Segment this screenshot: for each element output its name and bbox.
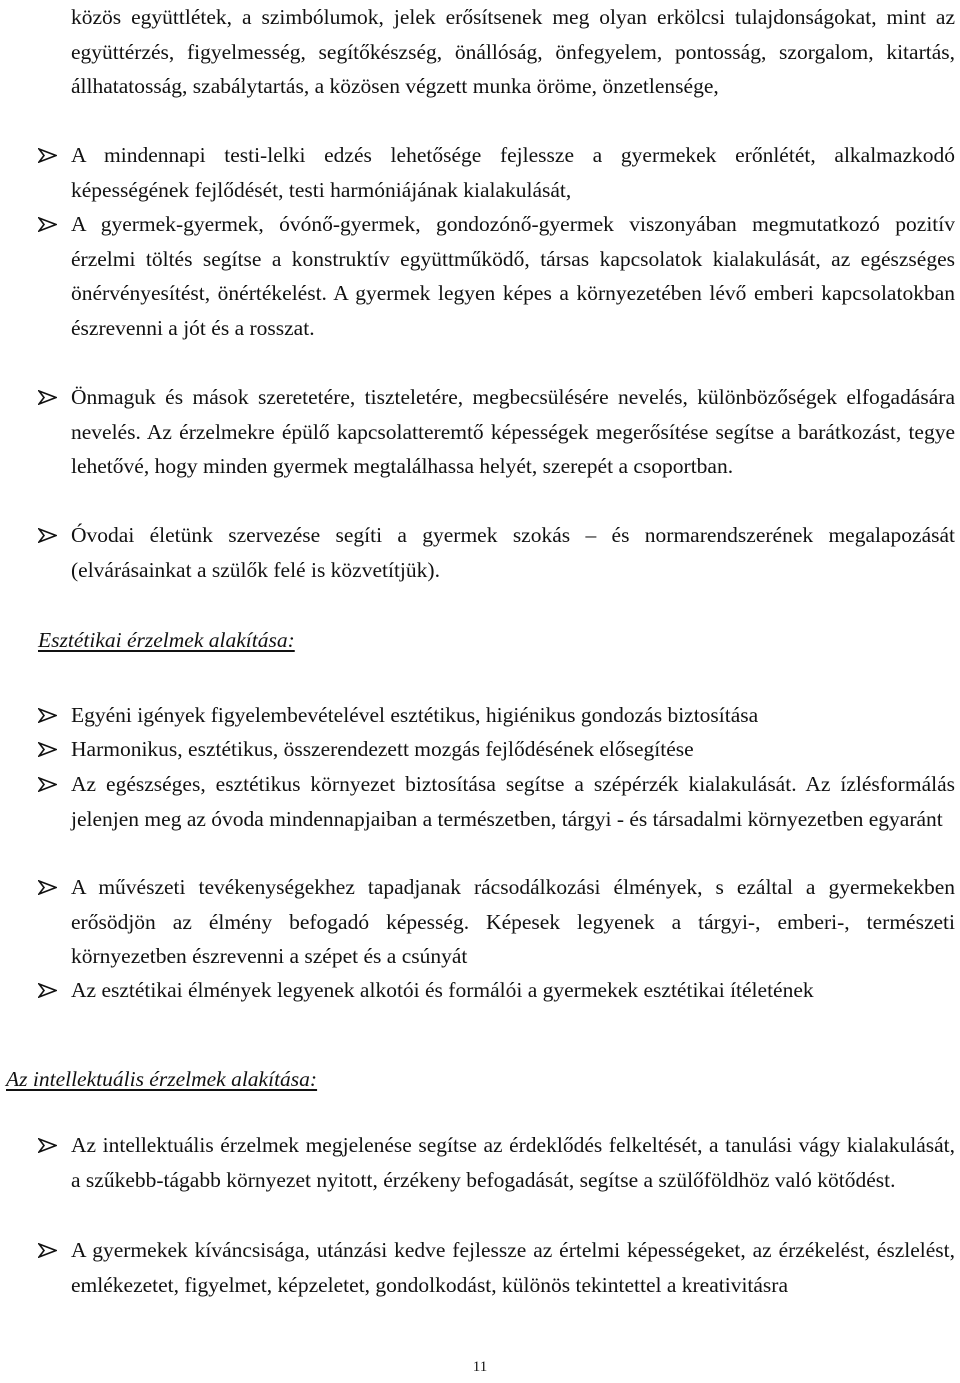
list-item [38,138,955,207]
arrowhead-bullet-icon [38,767,62,801]
list-item [38,1233,955,1302]
section-heading-esztetikai: Esztétikai érzelmek alakítása: [38,628,295,652]
list-item [38,207,955,345]
list-item-text: A gyermek-gyermek, óvónő-gyermek, gondozónő-gyermek viszonyában megmutatkozó pozitív érzelmi töltés segítse a konstruktív együttműködő, társas kapcsolatok kialakulását, az egészséges önérvényesítést, önértékelést. A gyermek legyen képes a környezetében lévő emberi kapcsolatokban észrevenni a jót és a rosszat. [71,212,955,340]
list-item-text: Harmonikus, esztétikus, összerendezett mozgás fejlődésének elősegítése [71,737,694,761]
list-item [38,518,955,587]
arrowhead-bullet-icon [38,698,62,732]
list-item [38,870,955,974]
list-item-text: A mindennapi testi-lelki edzés lehetősége fejlessze a gyermekek erőnlétét, alkalmazkodó képességének fejlődését, testi harmóniájának kialakulását, [71,143,955,202]
list-item-text: A gyermekek kíváncsisága, utánzási kedve fejlessze az értelmi képességeket, az érzékelést, észlelést, emlékezetet, figyelmet, képzeletet, gondolkodást, különös tekintettel a kreativitásra [71,1238,955,1297]
arrowhead-bullet-icon [38,973,62,1007]
list-item-text: Óvodai életünk szervezése segíti a gyermek szokás – és normarendszerének megalapozását (elvárásainkat a szülők felé is közvetítjük). [71,523,955,582]
list-item [38,698,955,733]
page-number: 11 [472,1359,488,1375]
arrowhead-bullet-icon [38,207,62,241]
list-item [38,767,955,836]
list-item [38,380,955,484]
arrowhead-bullet-icon [38,138,62,172]
list-item-text: Az egészséges, esztétikus környezet biztosítása segítse a szépérzék kialakulását. Az ízlésformálás jelenjen meg az óvoda mindennapjaiban a természetben, tárgyi - és társadalmi környezetben egyaránt [71,772,955,831]
arrowhead-bullet-icon [38,870,62,904]
arrowhead-bullet-icon [38,380,62,414]
arrowhead-bullet-icon [38,1233,62,1267]
list-item [38,973,955,1008]
arrowhead-bullet-icon [38,1128,62,1162]
list-item-text: Az intellektuális érzelmek megjelenése segítse az érdeklődés felkeltését, a tanulási vágy kialakulását, a szűkebb-tágabb környezet nyitott, érzékeny befogadását, segítse a szülőföldhöz való kötődést. [71,1133,955,1192]
list-item-text: A művészeti tevékenységekhez tapadjanak rácsodálkozási élmények, s ezáltal a gyermekekben erősödjön az élmény befogadó képesség. Képesek legyenek a tárgyi-, emberi-, természeti környezetben észrevenni a szépet és a csúnyát [71,875,955,969]
list-item-text: Az esztétikai élmények legyenek alkotói és formálói a gyermekek esztétikai ítéletének [71,978,814,1002]
intro-paragraph: közös együttlétek, a szimbólumok, jelek erősítsenek meg olyan erkölcsi tulajdonságokat, mint az együttérzés, figyelmesség, segítőkészség, önállóság, önfegyelem, pontosság, szorgalom, kitartás, állhatatosság, szabálytartás, a közösen végzett munka öröme, önzetlensége, [71,5,955,99]
section-heading-intellektualis: Az intellektuális érzelmek alakítása: [6,1067,318,1091]
arrowhead-bullet-icon [38,732,62,766]
list-item [38,1128,955,1197]
arrowhead-bullet-icon [38,518,62,552]
list-item-text: Egyéni igények figyelembevételével esztétikus, higiénikus gondozás biztosítása [71,703,759,727]
list-item [38,732,955,767]
list-item-text: Önmaguk és mások szeretetére, tiszteletére, megbecsülésére nevelés, különbözőségek elfogadására nevelés. Az érzelmekre épülő kapcsolatteremtő képességek megerősítése segítse a barátkozást, tegye lehetővé, hogy minden gyermek megtalálhassa helyét, szerepét a csoportban. [71,385,955,479]
